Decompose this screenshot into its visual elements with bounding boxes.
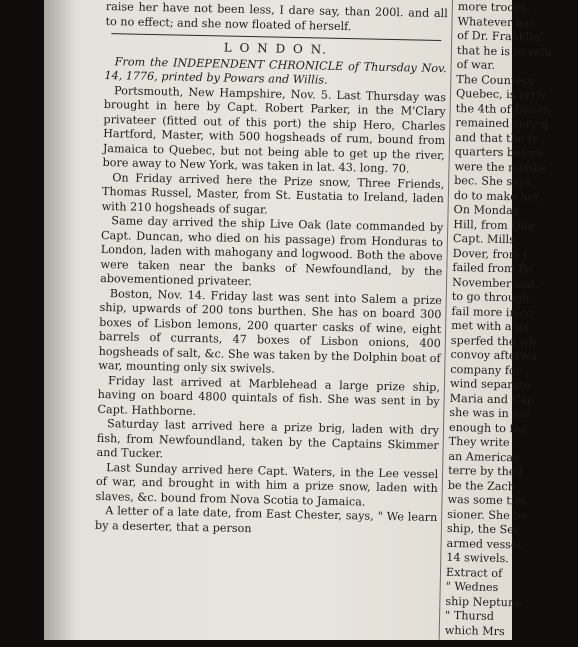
newspaper-page [44,0,553,640]
right-column-line: be the Zach [447,478,516,493]
right-column-line: Dover, from J [452,246,528,262]
right-column-line: were the numbe [454,159,548,175]
right-column-line: quarters before [454,144,544,160]
right-column-line: she was in mo [449,405,530,421]
top-paragraph: raise her have not been less, I dare say, than 200l. and all to no effect; and she now floated of herself. [105,0,448,33]
right-column-line: failed from Po [452,260,533,276]
right-column-line: met with a ga [451,318,530,334]
right-column-line: sperfed the wh [450,333,537,349]
right-column-line: to go through [451,289,530,305]
right-column-line: of Dr. Franklin' [457,28,544,44]
right-column-line: an American [448,449,521,464]
right-column-line: bec. She says [454,173,532,189]
main-column [93,0,448,647]
right-column-line: On Monday [453,202,520,218]
right-column-line: do to make her [453,188,540,204]
right-column-line: the 4th of Decen [455,101,551,117]
right-column-line: wind separate [449,376,531,392]
right-column-line: " Wednes [445,579,499,594]
article-paragraph: Friday last arrived at Marblehead a large prize ship, having on board 4800 quintals of fish. She was sent in by Capt. Hathborne. [97,373,441,418]
right-column-line: that he is to retu [456,43,553,59]
right-column-line: Hill, from Que [453,217,535,233]
right-column-line: Maria and Cap [449,391,535,407]
right-column-line: company for [450,362,522,377]
article-paragraph: Boston, Nov. 14. Friday last was sent into Salem a prize ship, upwards of 200 tons burthen. She has on board 300 boxes of Lisbon lemons, 200 quarter casks of wine, eight barrels of currants, 47 boxes of Lisbon onions, 400 hogsheads of salt, &c. She was taken by the Dolphin boat of war, mounting only six swivels. [98,286,442,376]
right-column-line: remained very q [455,115,549,131]
right-column-line: Capt. Mills, [452,231,519,247]
right-column-line: ship Neptune [445,594,522,609]
right-column-line: was some tim [447,492,526,508]
right-column-line: armed vessel, [446,536,525,552]
right-column-line: and that the tr [454,130,538,146]
right-column-line: enough to fee [448,420,528,436]
article-paragraph: Saturday last arrived here a prize brig, laden with dry fish, from Newfoundland, taken by the Captains Skimmer and Tucker. [96,417,440,461]
page-shadow [44,0,74,640]
right-column-line: of war. [456,57,496,72]
right-column-line: more troops. [457,0,531,15]
right-column-line: 14 swivels. [446,550,509,566]
article-paragraph: On Friday arrived here the Prize snow, Three Friends, Thomas Russel, Master, from St. Eustatia to Ireland, laden with 210 hogsheads of sugar. [101,170,445,216]
right-column-line: Extract of [445,565,503,580]
right-column-line: fail more in co [451,304,534,320]
right-column-line: " Thursd [444,608,495,623]
section-heading: L O N D O N. [223,40,329,57]
article-paragraph: Same day arrived the ship Live Oak (late commanded by Capt. Duncan, who died on his passage) from Honduras to London, laden with mahogany and logwood. Both the above were taken near the banks of Newfoundland, by the abovementioned privateer. [100,214,444,289]
right-column-line: terre by the I [448,463,524,479]
right-column-line: November last, [451,275,540,291]
article-paragraph: Last Sunday arrived here Capt. Waters, in the Lee vessel of war, and brought in with him a prize snow, laden with slaves, &c. bound from Nova Scotia to Jamaica. [95,460,439,509]
article-paragraph: Portsmouth, New Hampshire, Nov. 5. Last Thursday was brought in here by Capt. Robert Parker, in the M'Clary privateer (fitted out of this port) the ship Hero, Charles Hartford, Master, with 500 hogsheads of rum, bound from Jamaica to Quebec, but not being able to get up the river, bore away to New York, was taken in lat. 43. long. 70. [102,83,447,176]
right-column-line: convoy afterwa [450,347,538,363]
article-paragraph: A letter of a late date, from East Chester, says, " We learn by a deserter, that a person [94,504,438,535]
right-column-line: Whatever has [457,14,536,30]
right-column [445,0,578,642]
right-column-line: Quebec, is arriv [455,86,547,102]
right-column-line: The Countess [456,72,534,88]
source-line: From the INDEPENDENT CHRONICLE of Thursday Nov. 14, 1776, printed by Powars and Willis. [104,54,447,87]
right-column-line: They write [448,434,510,450]
right-column-line: ship, the Sev [446,521,521,537]
right-column-line: which Mrs [444,623,505,638]
right-column-line: sioner. She be [447,507,528,523]
